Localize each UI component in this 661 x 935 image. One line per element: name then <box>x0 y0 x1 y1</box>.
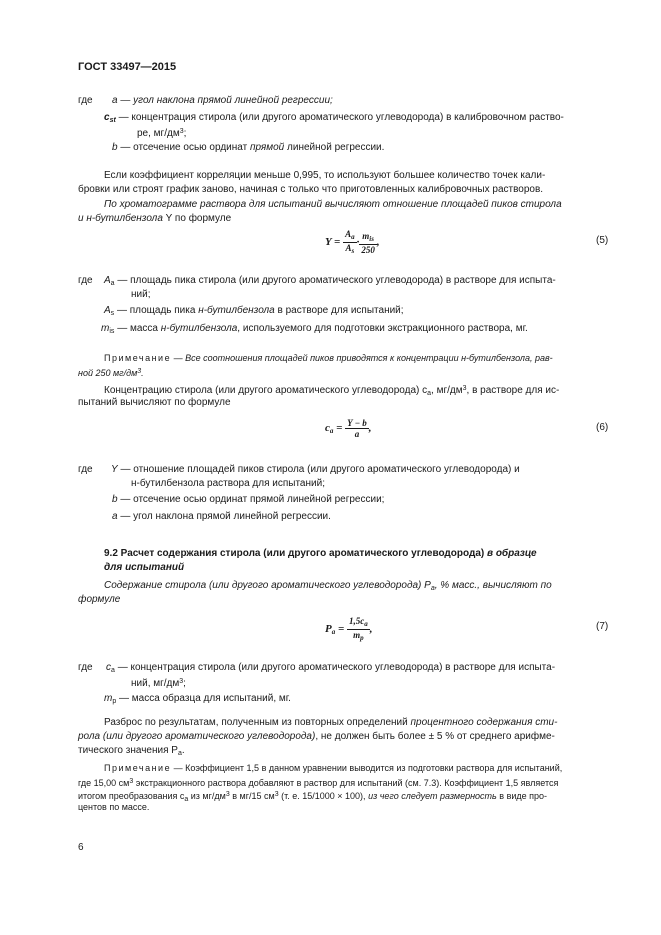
note1-line2 <box>78 365 144 380</box>
where4-ca-desc1: — концентрация стирола (или другого ароматического углеводорода) в растворе для испыта- <box>117 662 556 673</box>
para5-post: , не должен быть более ± 5 % от среднего арифме- <box>315 731 555 742</box>
document-header: ГОСТ 33497—2015 <box>78 61 177 73</box>
note2-line1 <box>104 762 562 775</box>
note2-line3-sub: a <box>184 796 189 803</box>
where4-ca-sup: 3 <box>179 678 184 685</box>
where1-a <box>112 94 333 108</box>
eq5-frac1 <box>343 229 357 256</box>
para3-mid: , мг/дм <box>431 385 463 396</box>
para5-line2 <box>78 730 555 744</box>
where1-c-line2 <box>137 125 186 141</box>
where2-As-pre: — площадь пика <box>116 305 199 316</box>
where4-mp <box>104 692 291 709</box>
symbol-mp: m <box>104 693 113 704</box>
symbol-b: b <box>112 142 118 153</box>
where1-b-post: линейной регрессии. <box>284 142 385 153</box>
symbol-mp-sub: p <box>112 698 117 705</box>
symbol-mis: m <box>101 323 110 334</box>
eq5-f1-num-sub: a <box>351 233 355 241</box>
where2-mis-it: н-бутилбензола <box>160 323 238 334</box>
where3-b-desc: — отсечение осью ординат прямой линейной регрессии; <box>120 494 385 505</box>
where-label-1: где <box>78 95 93 106</box>
symbol-Aa: A <box>104 275 111 286</box>
note1-end: . <box>141 368 144 378</box>
equation-7-number: (7) <box>596 621 609 632</box>
eq6-lhs: c <box>325 422 330 435</box>
para2-line2 <box>78 212 231 226</box>
eq6-eq: = <box>333 422 343 435</box>
where3-Y <box>111 463 520 477</box>
eq5-frac1-den <box>343 243 357 256</box>
note1-sup: 3 <box>137 368 142 375</box>
symbol-ca: c <box>106 662 111 673</box>
eq7-end: , <box>369 623 373 636</box>
where2-Aa-desc1: — площадь пика стирола (или другого ароматического углеводорода) в растворе для испыта- <box>117 275 556 286</box>
para5-line3-pre: тического значения P <box>78 745 178 756</box>
symbol-b3: b <box>112 494 118 505</box>
eq7-num-sub: a <box>364 620 368 628</box>
page-number: 6 <box>78 842 84 853</box>
eq7-lhs: P <box>325 623 332 636</box>
where2-As <box>104 304 404 321</box>
note2-line3-sup1: 3 <box>225 791 230 798</box>
symbol-ca-sub: a <box>111 667 115 674</box>
symbol-a: a <box>112 95 118 106</box>
para4-sub: a <box>430 585 435 592</box>
where4-mp-desc: — масса образца для испытаний, мг. <box>119 693 291 704</box>
symbol-c: c <box>104 112 110 123</box>
para1-line1: Если коэффициент корреляции меньше 0,995, то используют большее количество точек кали- <box>104 170 546 181</box>
equation-6-number: (6) <box>596 422 609 433</box>
eq7-num <box>347 616 370 630</box>
para5-line3-sub: a <box>177 750 182 757</box>
where4-ca-line2 <box>131 675 186 691</box>
where4-ca-desc2: ний, мг/дм <box>131 678 180 689</box>
where-label-3: где <box>78 464 93 475</box>
where1-c-desc2: ре, мг/дм <box>137 128 180 139</box>
eq5-f2-num-sub: is <box>369 234 374 243</box>
para3-line2: пытаний вычисляют по формуле <box>78 397 231 408</box>
para3-sub: a <box>427 390 432 397</box>
note2-line3-pre: итогом преобразования c <box>78 791 185 801</box>
where3-a <box>112 510 331 524</box>
where2-mis <box>101 322 528 339</box>
where1-c-desc1: — концентрация стирола (или другого ароматического углеводорода) в калибровочном раство- <box>118 112 564 123</box>
note2-line3-it: из чего следует размерность <box>368 791 497 801</box>
note2-line2-sup: 3 <box>129 778 134 785</box>
symbol-c-st <box>104 112 116 123</box>
para5-it2: рола (или другого ароматического углеводорода) <box>78 731 316 742</box>
para3-pre: Концентрацию стирола (или другого ароматического углеводорода) c <box>104 385 428 396</box>
symbol-Y: Y <box>111 464 118 475</box>
symbol-c-sub: st <box>109 117 116 124</box>
where2-As-it: н-бутилбензола <box>198 305 275 316</box>
equation-5-number: (5) <box>596 235 609 246</box>
symbol-Aa-sub: a <box>110 280 115 287</box>
para5-line3 <box>78 744 185 761</box>
eq5-f2-den: 250 <box>361 244 375 255</box>
where1-c-sup: 3 <box>179 128 184 135</box>
note1-line1 <box>104 352 553 365</box>
where4-ca-end: ; <box>183 678 186 689</box>
where3-b <box>112 493 384 507</box>
equation-5 <box>325 229 380 256</box>
where-label-2: где <box>78 275 93 286</box>
para5-it1: процентного содержания сти- <box>410 717 558 728</box>
para5-line3-end: . <box>181 745 185 756</box>
where1-b-pre: — отсечение осью ординат <box>120 142 250 153</box>
para5-pre: Разброс по результатам, полученным из повторных определений <box>104 717 411 728</box>
para2-line1: По хроматограмме раствора для испытаний вычисляют отношение площадей пиков стирола <box>104 199 562 210</box>
eq7-den-text: m <box>353 630 361 640</box>
eq5-f2-num: m <box>362 230 370 241</box>
note1-label: Примечание <box>104 353 172 363</box>
eq5-frac2 <box>356 230 377 255</box>
para3-post: , в растворе для ис- <box>466 385 560 396</box>
para2-rest: Y по формуле <box>162 213 232 224</box>
eq5-frac2-num <box>359 231 377 245</box>
where3-a-desc: — угол наклона прямой линейной регрессии. <box>120 511 331 522</box>
eq7-den <box>347 630 370 643</box>
note2-label: Примечание <box>104 763 172 773</box>
note2-line3-mid1: из мг/дм <box>188 791 226 801</box>
section-pre: 9.2 Расчет содержания стирола (или другого ароматического углеводорода) <box>104 548 487 559</box>
note1-text1: — Все соотношения площадей пиков приводятся к концентрации н-бутилбензола, рав- <box>171 353 553 363</box>
where1-c-end: ; <box>183 128 187 139</box>
eq6-num: Y − b <box>347 418 367 428</box>
eq5-dot: · <box>356 236 360 249</box>
equation-6 <box>325 418 372 439</box>
eq5-frac1-num <box>343 229 357 243</box>
symbol-As-sub: s <box>110 310 115 317</box>
eq5-f1-den-sub: s <box>351 247 355 255</box>
where-label-4: где <box>78 662 93 673</box>
eq6-den: a <box>354 429 360 439</box>
eq5-f1-num: A <box>345 229 352 239</box>
note2-line3-mid3: (т. е. 15/1000 × 100), <box>278 791 369 801</box>
eq6-lhs-sub: a <box>329 427 334 436</box>
note2-line3-post: в виде про- <box>496 791 548 801</box>
eq7-lhs-sub: a <box>331 628 336 637</box>
eq5-f1-den: A <box>345 243 352 253</box>
symbol-mis-sub: is <box>109 328 115 335</box>
where2-Aa <box>104 274 556 291</box>
where2-mis-pre: — масса <box>117 323 161 334</box>
note2-line3-mid2: в мг/15 см <box>229 791 275 801</box>
symbol-a3: a <box>112 511 118 522</box>
para4-pre: Содержание стирола (или другого ароматического углеводорода) P <box>104 580 431 591</box>
para4-post: , % масс., вычисляют по <box>434 580 552 591</box>
where1-b-it: прямой <box>249 142 285 153</box>
where3-Y-desc1: — отношение площадей пиков стирола (или другого ароматического углеводорода) и <box>120 464 520 475</box>
eq6-frac <box>345 418 369 439</box>
eq6-end: , <box>368 422 372 435</box>
para5-line1 <box>104 716 557 730</box>
eq5-end: , <box>376 236 380 249</box>
section-9-2-title-line2: для испытаний <box>104 562 185 573</box>
where1-a-desc: — угол наклона прямой линейной регрессии; <box>120 95 333 106</box>
para3-sup: 3 <box>462 385 467 392</box>
note2-line2-post: экстракционного раствора добавляют в раствор для испытаний (см. 7.3). Коэффициент 1,5 является <box>133 778 559 788</box>
note2-text1: — Коэффициент 1,5 в данном уравнении выводится из подготовки раствора для испытаний, <box>171 763 563 773</box>
where2-Aa-desc2: ний; <box>131 289 151 300</box>
where3-Y-desc2: н-бутилбензола раствора для испытаний; <box>131 478 325 489</box>
section-it1: в образце <box>487 548 537 559</box>
note2-line4: центов по массе. <box>78 802 150 812</box>
eq7-den-sub: p <box>360 634 364 642</box>
where2-As-post: в растворе для испытаний; <box>274 305 404 316</box>
eq5-lhs: Y = <box>325 236 341 249</box>
eq7-frac <box>347 616 370 643</box>
eq7-num-text: 1,5c <box>349 616 365 626</box>
note1-text2: ной 250 мг/дм <box>78 368 138 378</box>
equation-7 <box>325 616 373 643</box>
eq7-eq: = <box>335 623 345 636</box>
where2-mis-post: , используемого для подготовки экстракционного раствора, мг. <box>237 323 528 334</box>
para1-line2: бровки или строят график заново, начиная с только что приготовленных калибровочных растворов. <box>78 184 544 195</box>
where1-b <box>112 141 384 155</box>
symbol-As: A <box>104 305 111 316</box>
note2-line2-pre: где 15,00 см <box>78 778 130 788</box>
para4-line1 <box>104 579 552 596</box>
section-9-2-title <box>104 547 537 561</box>
para2-it: и н-бутилбензола <box>78 213 163 224</box>
para4-line2: формуле <box>78 594 121 605</box>
note2-line3-sup2: 3 <box>274 791 279 798</box>
